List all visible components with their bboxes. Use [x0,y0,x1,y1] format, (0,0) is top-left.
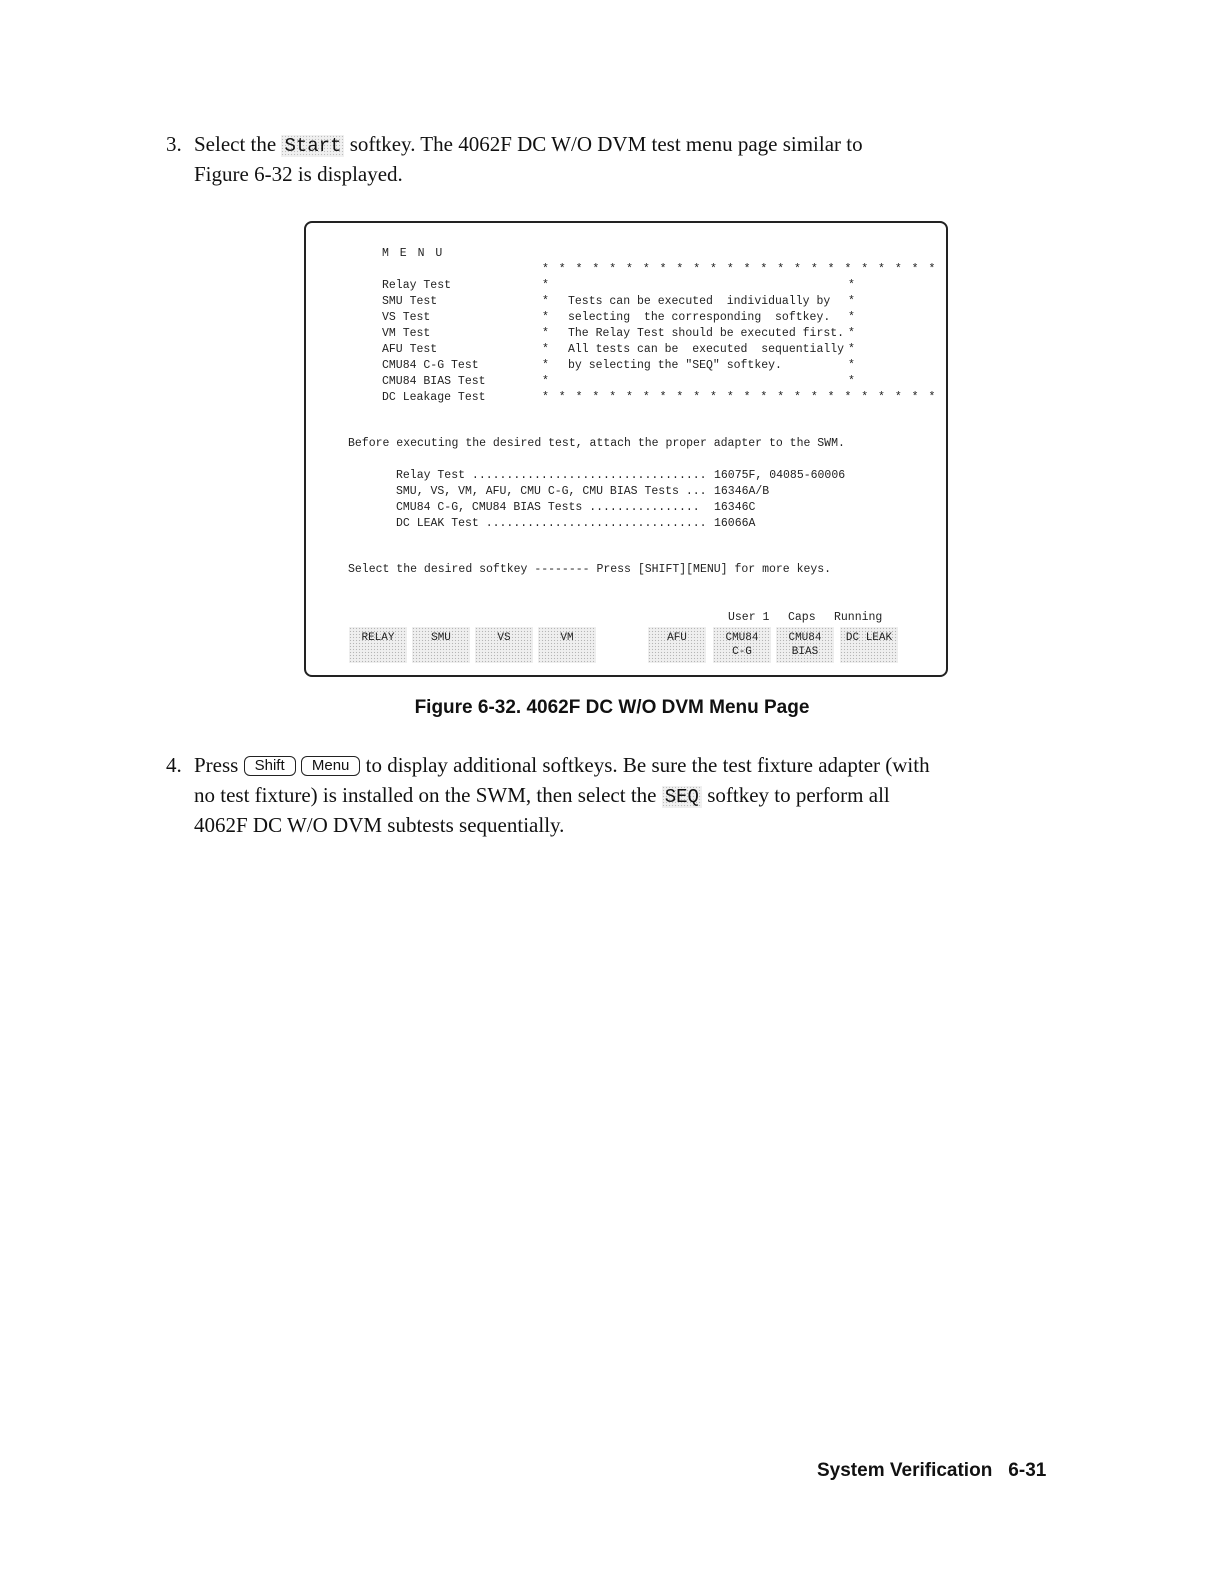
adapter-model: 16346A/B [714,485,770,498]
page-number: 6-31 [1008,1460,1047,1481]
menu-item: DC Leakage Test [382,391,486,404]
adapter-test: SMU, VS, VM, AFU, CMU C-G, CMU BIAS Tests ... [396,485,707,498]
star: * [848,327,855,340]
star: * [848,343,855,356]
section-title: System Verification [817,1460,993,1481]
step-text: to display additional softkeys. Be sure the test fixture adapter (with [365,753,930,777]
star: * [848,279,855,292]
star: * [542,295,549,308]
star-border-bottom: * * * * * * * * * * * * * * * * * * * * * * * * [542,391,937,404]
menu-item: AFU Test [382,343,438,356]
star: * [542,343,549,356]
info-line: by selecting the "SEQ" softkey. [568,359,782,372]
menu-item: Relay Test [382,279,452,292]
menu-title: M E N U [382,247,445,260]
softkey-vm[interactable]: VM [538,627,596,663]
menu-item: VM Test [382,327,431,340]
status-caps: Caps [788,611,816,624]
softkey-vs[interactable]: VS [475,627,533,663]
adapter-test: Relay Test .................................. [396,469,707,482]
figure-caption: Figure 6-32. 4062F DC W/O DVM Menu Page [414,697,810,718]
step-number: 3. [166,132,182,156]
step-text: softkey to perform all [707,783,890,807]
star: * [542,279,549,292]
info-line: selecting the corresponding softkey. [568,311,831,324]
star: * [848,295,855,308]
adapter-test: DC LEAK Test ................................ [396,517,707,530]
star: * [542,375,549,388]
star: * [542,311,549,324]
info-line: All tests can be executed sequentially [568,343,845,356]
softkey-cmu84-cg[interactable]: CMU84 C-G [713,627,771,663]
step-text: Select the [194,132,277,156]
page-footer [817,1460,1046,1482]
seq-softkey: SEQ [662,786,702,808]
step-text: Figure 6-32 is displayed. [194,162,403,186]
step-text: no test fixture) is installed on the SWM, then select the [194,783,657,807]
menu-key: Menu [301,756,361,776]
star: * [848,375,855,388]
menu-item: CMU84 BIAS Test [382,375,486,388]
info-line: Tests can be executed individually by [568,295,831,308]
star: * [542,359,549,372]
step-3 [166,129,863,189]
softkey-afu[interactable]: AFU [648,627,706,663]
step-text: softkey. The 4062F DC W/O DVM test menu page similar to [349,132,863,156]
adapter-model: 16075F, 04085-60006 [714,469,846,482]
adapter-model: 16346C [714,501,756,514]
shift-key: Shift [244,756,296,776]
status-running: Running [834,611,883,624]
softkey-smu[interactable]: SMU [412,627,470,663]
adapter-test: CMU84 C-G, CMU84 BIAS Tests ................ [396,501,700,514]
status-user: User 1 [728,611,770,624]
step-text: 4062F DC W/O DVM subtests sequentially. [194,813,565,837]
start-softkey: Start [281,135,344,157]
star: * [542,327,549,340]
before-text: Before executing the desired test, attach the proper adapter to the SWM. [348,437,845,450]
softkey-cmu84-bias[interactable]: CMU84 BIAS [776,627,834,663]
menu-item: VS Test [382,311,431,324]
step-number: 4. [166,753,182,777]
menu-screen-figure [304,221,948,677]
menu-item: SMU Test [382,295,438,308]
step-4 [166,750,930,840]
star: * [848,311,855,324]
adapter-model: 16066A [714,517,756,530]
softkey-dc-leak[interactable]: DC LEAK [840,627,898,663]
menu-item: CMU84 C-G Test [382,359,479,372]
softkey-relay[interactable]: RELAY [349,627,407,663]
step-text: Press [194,753,239,777]
star-border-top: * * * * * * * * * * * * * * * * * * * * * * * * [542,263,937,276]
info-line: The Relay Test should be executed first. [568,327,845,340]
star: * [848,359,855,372]
select-instruction: Select the desired softkey -------- Press [SHIFT][MENU] for more keys. [348,563,832,576]
